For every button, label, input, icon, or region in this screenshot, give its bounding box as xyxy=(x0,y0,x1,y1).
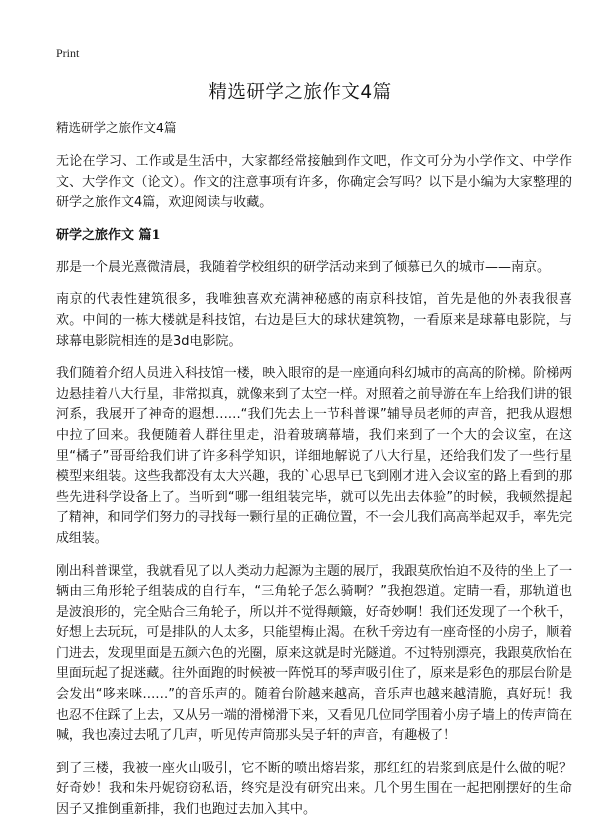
paragraph-3: 我们随着介绍人员进入科技馆一楼，映入眼帘的是一座通向科幻城市的高高的阶梯。阶梯两边悬挂着八大行星，非常拟真，就像来到了太空一样。对照着之前导游在车上给我们讲的银河系，我展开了神奇的遐想……“我们先去上一节科普课”辅导员老师的声音，把我从遐想中拉了回来。我便随着人群往里走，沿着玻璃幕墙，我们来到了一个大的会议室，在这里“橘子”哥哥给我们讲了许多科学知识，详细地解说了八大行星，还给我们发了一些行星模型来组装。这些我都没有太大兴趣，我的`心思早已飞到刚才进入会议室的路上看到的那些先进科学设备上了。当听到“哪一组组装完毕，就可以先出去体验”的时候，我顿然提起了精神，和同学们努力的寻找每一颗行星的正确位置，不一会儿我们高高举起双手，率先完成组装。 xyxy=(56,366,573,546)
paragraph-5: 到了三楼，我被一座火山吸引，它不断的喷出熔岩浆，那红红的岩浆到底是什么做的呢？好奇妙！我和朱丹妮窃窃私语，终究是没有研究出来。几个男生围在一起把刚摆好的生命因子又推倒重新排，我们也跑过去加入其中。 xyxy=(56,760,572,818)
intro-paragraph: 无论在学习、工作或是生活中，大家都经常接触到作文吧，作文可分为小学作文、中学作文、大学作文（论文）。作文的注意事项有许多，你确定会写吗？以下是小编为大家整理的研学之旅作文4篇，欢迎阅读与收藏。 xyxy=(56,154,572,211)
paragraph-4: 刚出科普课堂，我就看见了以人类动力起源为主题的展厅，我跟莫欣怡迫不及待的坐上了一辆由三角形轮子组装成的自行车，“三角轮子怎么骑啊？”我抱怨道。定睛一看，那轨道也是波浪形的，完全贴合三角轮子，所以并不觉得颠簸，好奇妙啊！我们还发现了一个秋千，好想上去玩玩，可是排队的人太多，只能望梅止渴。在秋千旁边有一座奇怪的小房子，顺着门进去，发现里面是五颜六色的光圈，原来这就是时光隧道。不过特别漂亮，我跟莫欣怡在里面玩起了捉迷藏。往外面跑的时候被一阵悦耳的琴声吸引住了，原来是彩色的那层台阶是会发出“哆来咪……”的音乐声的。随着台阶越来越高，音乐声也越来越清脆，真好玩！我也忍不住踩了上去，又从另一端的滑梯滑下来，又看见几位同学围着小房子墙上的传声筒在喊，我也凑过去吼了几声，听见传声筒那头吴子轩的声音，有趣极了！ xyxy=(56,563,573,744)
document-body xyxy=(56,119,572,833)
section-heading: 研学之旅作文 篇1 xyxy=(56,227,161,243)
paragraph-2: 南京的代表性建筑很多，我唯独喜欢充满神秘感的南京科技馆，首先是他的外表我很喜欢。中间的一栋大楼就是科技馆，右边是巨大的球状建筑物，一看原来是球幕电影院，与球幕电影院相连的是3d电影院。 xyxy=(56,292,572,349)
print-link[interactable]: Print xyxy=(56,46,80,60)
paragraph-1: 那是一个晨光熹微清晨，我随着学校组织的研学活动来到了倾慕已久的城市——南京。 xyxy=(56,259,551,275)
document-title: 精选研学之旅作文4篇 xyxy=(208,82,392,103)
document-subtitle: 精选研学之旅作文4篇 xyxy=(56,120,177,135)
